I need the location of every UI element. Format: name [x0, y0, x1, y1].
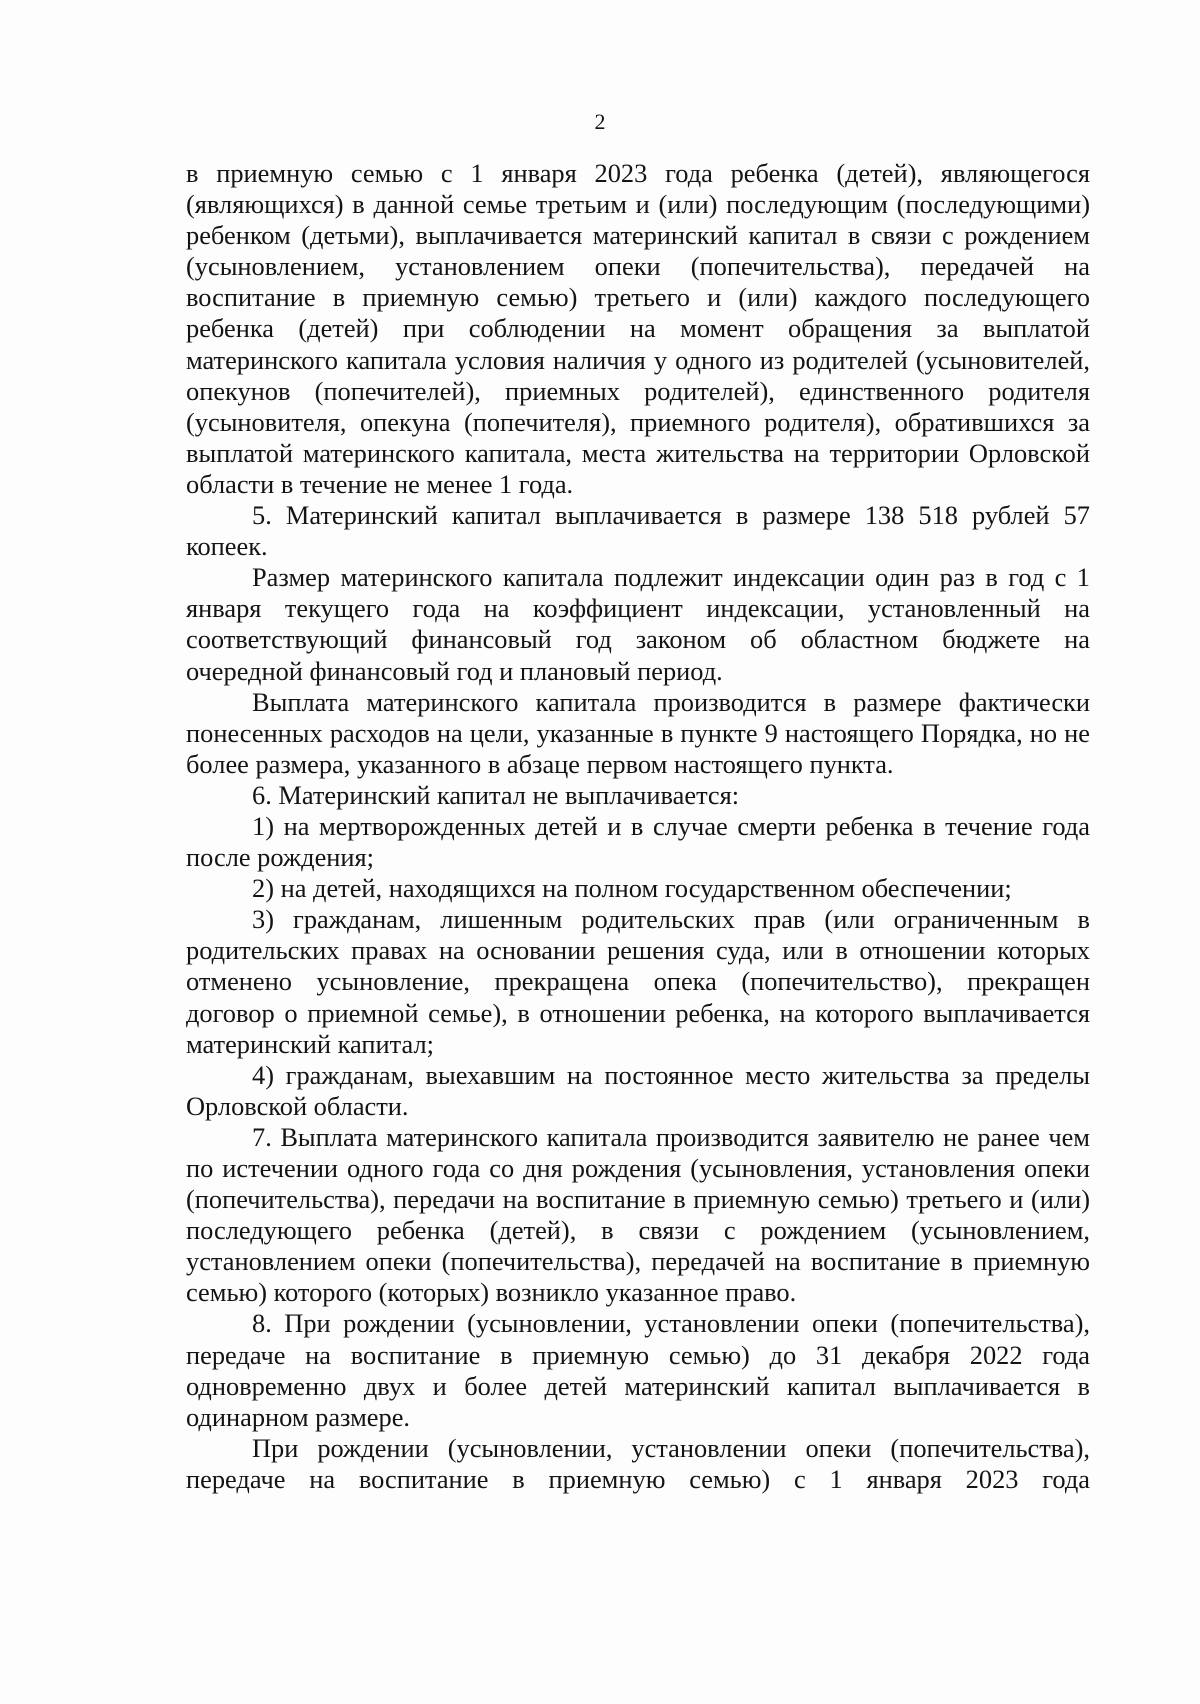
- paragraph-item-7: 7. Выплата материнского капитала производится заявителю не ранее чем по истечении одного года со дня рождения (усыновления, установления опеки (попечительства), передачи на воспитание в приемную семью) третьего и (или) последующего ребенка (детей), в связи с рождением (усыновлением, установлением опеки (попечительства), передачей на воспитание в приемную семью) которого (которых) возникло указанное право.: [186, 1121, 1090, 1308]
- paragraph-item-6-4: 4) гражданам, выехавшим на постоянное место жительства за пределы Орловской области.: [186, 1059, 1090, 1121]
- paragraph-item-6-3: 3) гражданам, лишенным родительских прав (или ограниченным в родительских правах на основании решения суда, или в отношении которых отменено усыновление, прекращена опека (попечительство), прекращен договор о приемной семье), в отношении ребенка, на которого выплачивается материнский капитал;: [186, 904, 1090, 1059]
- paragraph-item-6-2: 2) на детей, находящихся на полном государственном обеспечении;: [252, 873, 1012, 904]
- document-body: [186, 158, 1090, 1495]
- page-number: 2: [594, 109, 606, 134]
- paragraph-continuation: в приемную семью с 1 января 2023 года ребенка (детей), являющегося (являющихся) в данной семье третьим и (или) последующим (последующими) ребенком (детьми), выплачивается материнский капитал в связи с рождением (усыновлением, установлением опеки (попечительства), передачей на воспитание в приемную семью) третьего и (или) каждого последующего ребенка (детей) при соблюдении на момент обращения за выплатой материнского капитала условия наличия у одного из родителей (усыновителей, опекунов (попечителей), приемных родителей), единственного родителя (усыновителя, опекуна (попечителя), приемного родителя), обратившихся за выплатой материнского капитала, места жительства на территории Орловской области в течение не менее 1 года.: [186, 158, 1090, 499]
- paragraph-item-8: 8. При рождении (усыновлении, установлении опеки (попечительства), передаче на воспитание в приемную семью) до 31 декабря 2022 года одновременно двух и более детей материнский капитал выплачивается в одинарном размере.: [186, 1308, 1090, 1432]
- paragraph-indexation: Размер материнского капитала подлежит индексации один раз в год с 1 января текущего года на коэффициент индексации, установленный на соответствующий финансовый год законом об областном бюджете на очередной финансовый год и плановый период.: [186, 562, 1090, 686]
- paragraph-item-6-1: 1) на мертворожденных детей и в случае смерти ребенка в течение года после рождения;: [186, 810, 1090, 873]
- paragraph-multiple-births: При рождении (усыновлении, установлении опеки (попечительства), передаче на воспитание в приемную семью) с 1 января 2023 года: [186, 1432, 1090, 1494]
- paragraph-item-6: 6. Материнский капитал не выплачивается:: [252, 779, 740, 810]
- paragraph-item-5: 5. Материнский капитал выплачивается в размере 138 518 рублей 57 копеек.: [186, 500, 1090, 562]
- paragraph-payment-amount: Выплата материнского капитала производится в размере фактически понесенных расходов на цели, указанные в пункте 9 настоящего Порядка, но не более размера, указанного в абзаце первом настоящего пункта.: [186, 686, 1090, 779]
